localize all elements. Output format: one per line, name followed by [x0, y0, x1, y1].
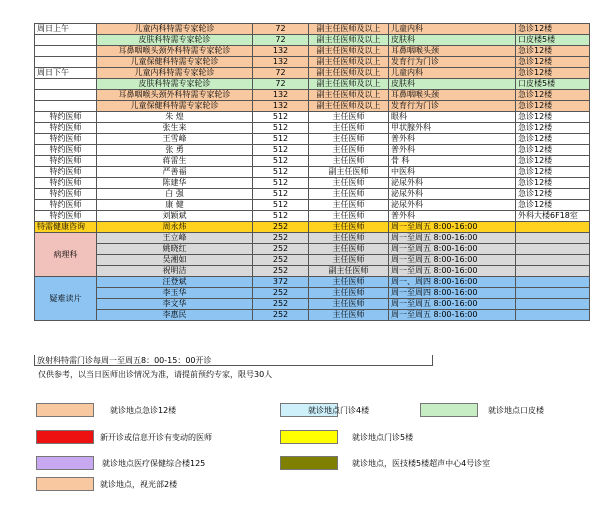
- fee-cell: 512: [253, 189, 309, 200]
- session-cell: [35, 101, 97, 112]
- location-cell: 急诊12楼: [516, 134, 590, 145]
- table-row: [35, 178, 590, 189]
- time-cell: 周一至周五 8:00-16:00: [389, 310, 516, 321]
- table-row: [35, 200, 590, 211]
- type-cell: 特约医师: [35, 167, 97, 178]
- location-cell: 急诊12楼: [516, 112, 590, 123]
- dept-cell: 普外科: [389, 134, 516, 145]
- clinic-name-cell: 耳鼻咽喉头颈外科特需专家轮诊: [97, 90, 253, 101]
- clinic-name-cell: 耳鼻咽喉头颈外科特需专家轮诊: [97, 46, 253, 57]
- doctor-name-cell: 李玉华: [97, 288, 253, 299]
- title-cell: 主任医师: [309, 145, 389, 156]
- title-cell: 副主任医师及以上: [309, 90, 389, 101]
- location-cell: [516, 255, 590, 266]
- legend-swatch-derm: [420, 403, 478, 417]
- table-row: [35, 112, 590, 123]
- location-cell: [516, 244, 590, 255]
- time-cell: 周一至周五 8:00-16:00: [389, 244, 516, 255]
- dept-cell: 泌尿外科: [389, 200, 516, 211]
- location-cell: [516, 299, 590, 310]
- location-cell: 急诊12楼: [516, 101, 590, 112]
- title-cell: 副主任医师及以上: [309, 24, 389, 35]
- legend-swatch-new: [36, 430, 94, 444]
- dept-cell: 儿童内科: [389, 24, 516, 35]
- time-cell: 周一至周五 8:00-16:00: [389, 255, 516, 266]
- time-cell: 周一至周五 8:00-16:00: [389, 266, 516, 277]
- title-cell: 副主任医师及以上: [309, 46, 389, 57]
- doctor-name-cell: 刘颖斌: [97, 211, 253, 222]
- type-cell: 特约医师: [35, 112, 97, 123]
- clinic-name-cell: 皮肤科特需专家轮诊: [97, 79, 253, 90]
- fee-cell: 252: [253, 244, 309, 255]
- legend-label-optometry: 就诊地点，视光部2楼: [100, 480, 178, 489]
- table-row: [35, 222, 590, 233]
- schedule-table: [34, 23, 590, 321]
- dept-cell: 皮肤科: [389, 79, 516, 90]
- legend-label-er12: 就诊地点急诊12楼: [110, 406, 177, 415]
- doctor-name-cell: 蒋雷生: [97, 156, 253, 167]
- dept-cell: 甲状腺外科: [389, 123, 516, 134]
- title-cell: 副主任医师及以上: [309, 101, 389, 112]
- fee-cell: 252: [253, 222, 309, 233]
- title-cell: 主任医师: [309, 222, 389, 233]
- table-row: [35, 233, 590, 244]
- location-cell: 急诊12楼: [516, 90, 590, 101]
- legend-swatch-ultrasound: [280, 456, 338, 470]
- table-row: [35, 57, 590, 68]
- disclaimer-note: 仅供参考，以当日医师出诊情况为准，请提前预约专家，限号30人: [38, 370, 273, 379]
- fee-cell: 512: [253, 123, 309, 134]
- table-row: [35, 211, 590, 222]
- fee-cell: 512: [253, 167, 309, 178]
- title-cell: 主任医师: [309, 310, 389, 321]
- fee-cell: 252: [253, 310, 309, 321]
- dept-cell: 中医科: [389, 167, 516, 178]
- table-row: [35, 288, 590, 299]
- difficult-label: 疑难读片: [35, 277, 97, 321]
- session-cell: [35, 90, 97, 101]
- location-cell: [516, 222, 590, 233]
- session-cell: 周日下午: [35, 68, 97, 79]
- title-cell: 主任医师: [309, 189, 389, 200]
- location-cell: [516, 310, 590, 321]
- location-cell: 口皮楼5楼: [516, 35, 590, 46]
- dept-cell: 泌尿外科: [389, 189, 516, 200]
- doctor-name-cell: 汪登斌: [97, 277, 253, 288]
- type-cell: 特约医师: [35, 156, 97, 167]
- legend-label-op4: 就诊地点门诊4楼: [308, 406, 370, 415]
- doctor-name-cell: 王立峰: [97, 233, 253, 244]
- location-cell: 急诊12楼: [516, 123, 590, 134]
- type-cell: 特约医师: [35, 134, 97, 145]
- fee-cell: 252: [253, 299, 309, 310]
- location-cell: [516, 288, 590, 299]
- location-cell: [516, 266, 590, 277]
- location-cell: [516, 233, 590, 244]
- table-row: [35, 68, 590, 79]
- title-cell: 主任医师: [309, 244, 389, 255]
- type-cell: 特约医师: [35, 189, 97, 200]
- dept-cell: 耳鼻咽喉头颈: [389, 46, 516, 57]
- fee-cell: 252: [253, 288, 309, 299]
- fee-cell: 512: [253, 211, 309, 222]
- clinic-name-cell: 儿童内科特需专家轮诊: [97, 24, 253, 35]
- time-cell: 周一、周四 8:00-16:00: [389, 277, 516, 288]
- doctor-name-cell: 康 健: [97, 200, 253, 211]
- session-cell: [35, 46, 97, 57]
- title-cell: 主任医师: [309, 200, 389, 211]
- title-cell: 主任医师: [309, 288, 389, 299]
- time-cell: 周一至周五 8:00-16:00: [389, 299, 516, 310]
- location-cell: 急诊12楼: [516, 68, 590, 79]
- doctor-name-cell: 周永炜: [97, 222, 253, 233]
- table-row: [35, 134, 590, 145]
- fee-cell: 72: [253, 24, 309, 35]
- type-cell: 特约医师: [35, 145, 97, 156]
- dept-cell: 骨 科: [389, 156, 516, 167]
- session-cell: 周日上午: [35, 24, 97, 35]
- fee-cell: 512: [253, 178, 309, 189]
- doctor-name-cell: 姚晓红: [97, 244, 253, 255]
- session-cell: [35, 79, 97, 90]
- title-cell: 副主任医师及以上: [309, 68, 389, 79]
- legend-label-derm: 就诊地点口皮楼: [488, 406, 544, 415]
- location-cell: 急诊12楼: [516, 200, 590, 211]
- doctor-name-cell: 李惠民: [97, 310, 253, 321]
- time-cell: 周一至周四 8:00-16:00: [389, 288, 516, 299]
- session-cell: [35, 57, 97, 68]
- location-cell: 急诊12楼: [516, 24, 590, 35]
- location-cell: 外科大楼6F18室: [516, 211, 590, 222]
- type-cell: 特约医师: [35, 211, 97, 222]
- location-cell: 急诊12楼: [516, 178, 590, 189]
- dept-cell: 普外科: [389, 211, 516, 222]
- title-cell: 副主任医师及以上: [309, 35, 389, 46]
- table-row: [35, 167, 590, 178]
- fee-cell: 72: [253, 68, 309, 79]
- location-cell: 急诊12楼: [516, 57, 590, 68]
- fee-cell: 132: [253, 90, 309, 101]
- legend-label-op5: 就诊地点门诊5楼: [352, 433, 414, 442]
- dept-cell: 发育行为门诊: [389, 101, 516, 112]
- legend-label-125: 就诊地点医疗保健综合楼125: [102, 459, 206, 468]
- legend-swatch-op5: [280, 430, 338, 444]
- clinic-name-cell: 儿童保健科特需专家轮诊: [97, 101, 253, 112]
- table-row: [35, 46, 590, 57]
- doctor-name-cell: 祝明洁: [97, 266, 253, 277]
- table-row: [35, 35, 590, 46]
- location-cell: 急诊12楼: [516, 145, 590, 156]
- fee-cell: 132: [253, 57, 309, 68]
- title-cell: 副主任医师: [309, 167, 389, 178]
- doctor-name-cell: 李文华: [97, 299, 253, 310]
- location-cell: 急诊12楼: [516, 167, 590, 178]
- fee-cell: 512: [253, 200, 309, 211]
- doctor-name-cell: 白 强: [97, 189, 253, 200]
- table-row: [35, 189, 590, 200]
- table-row: [35, 145, 590, 156]
- table-row: [35, 101, 590, 112]
- location-cell: 急诊12楼: [516, 46, 590, 57]
- doctor-name-cell: 陈建华: [97, 178, 253, 189]
- legend-swatch-optometry: [36, 477, 94, 491]
- legend-label-ultrasound: 就诊地点，医技楼5楼超声中心4号诊室: [352, 459, 491, 468]
- pathology-label: 病理科: [35, 233, 97, 277]
- location-cell: 急诊12楼: [516, 189, 590, 200]
- table-row: [35, 24, 590, 35]
- time-cell: 周一至周五 8:00-16:00: [389, 222, 516, 233]
- title-cell: 主任医师: [309, 277, 389, 288]
- dept-cell: 皮肤科: [389, 35, 516, 46]
- title-cell: 主任医师: [309, 156, 389, 167]
- clinic-name-cell: 儿童内科特需专家轮诊: [97, 68, 253, 79]
- dept-cell: 发育行为门诊: [389, 57, 516, 68]
- session-cell: [35, 35, 97, 46]
- title-cell: 主任医师: [309, 255, 389, 266]
- title-cell: 主任医师: [309, 112, 389, 123]
- table-row: [35, 123, 590, 134]
- doctor-name-cell: 张生来: [97, 123, 253, 134]
- fee-cell: 132: [253, 101, 309, 112]
- doctor-name-cell: 朱 煌: [97, 112, 253, 123]
- location-cell: 口皮楼5楼: [516, 79, 590, 90]
- table-row: [35, 266, 590, 277]
- fee-cell: 132: [253, 46, 309, 57]
- table-row: [35, 244, 590, 255]
- type-cell: 特约医师: [35, 123, 97, 134]
- title-cell: 主任医师: [309, 299, 389, 310]
- table-row: [35, 156, 590, 167]
- legend-swatch-er12: [36, 403, 94, 417]
- fee-cell: 72: [253, 79, 309, 90]
- doctor-name-cell: 张 勇: [97, 145, 253, 156]
- table-row: [35, 79, 590, 90]
- radiology-note: 放射科特需门诊每周一至周五8：00-15：00开诊: [34, 355, 433, 366]
- title-cell: 主任医师: [309, 134, 389, 145]
- table-row: [35, 90, 590, 101]
- fee-cell: 252: [253, 255, 309, 266]
- time-cell: 周一至周五 8:00-16:00: [389, 233, 516, 244]
- fee-cell: 512: [253, 134, 309, 145]
- table-row: [35, 277, 590, 288]
- type-cell: 特约医师: [35, 178, 97, 189]
- doctor-name-cell: 吴湘如: [97, 255, 253, 266]
- fee-cell: 372: [253, 277, 309, 288]
- title-cell: 主任医师: [309, 123, 389, 134]
- fee-cell: 512: [253, 112, 309, 123]
- type-cell: 特约医师: [35, 200, 97, 211]
- dept-cell: 泌尿外科: [389, 178, 516, 189]
- fee-cell: 512: [253, 145, 309, 156]
- legend-swatch-125: [36, 456, 94, 470]
- title-cell: 副主任医师及以上: [309, 79, 389, 90]
- title-cell: 副主任医师及以上: [309, 57, 389, 68]
- fee-cell: 512: [253, 156, 309, 167]
- title-cell: 主任医师: [309, 233, 389, 244]
- type-cell: 特需健康咨询: [35, 222, 97, 233]
- clinic-name-cell: 皮肤科特需专家轮诊: [97, 35, 253, 46]
- clinic-name-cell: 儿童保健科特需专家轮诊: [97, 57, 253, 68]
- fee-cell: 252: [253, 233, 309, 244]
- dept-cell: 儿童内科: [389, 68, 516, 79]
- fee-cell: 72: [253, 35, 309, 46]
- title-cell: 副主任医师: [309, 266, 389, 277]
- dept-cell: 眼科: [389, 112, 516, 123]
- title-cell: 主任医师: [309, 178, 389, 189]
- location-cell: [516, 277, 590, 288]
- table-row: [35, 299, 590, 310]
- doctor-name-cell: 严善福: [97, 167, 253, 178]
- table-row: [35, 310, 590, 321]
- dept-cell: 普外科: [389, 145, 516, 156]
- fee-cell: 252: [253, 266, 309, 277]
- doctor-name-cell: 王雪峰: [97, 134, 253, 145]
- table-row: [35, 255, 590, 266]
- title-cell: 主任医师: [309, 211, 389, 222]
- location-cell: 急诊12楼: [516, 156, 590, 167]
- legend-label-new: 新开诊或信息开诊有变动的医师: [100, 433, 212, 442]
- dept-cell: 耳鼻咽喉头颈: [389, 90, 516, 101]
